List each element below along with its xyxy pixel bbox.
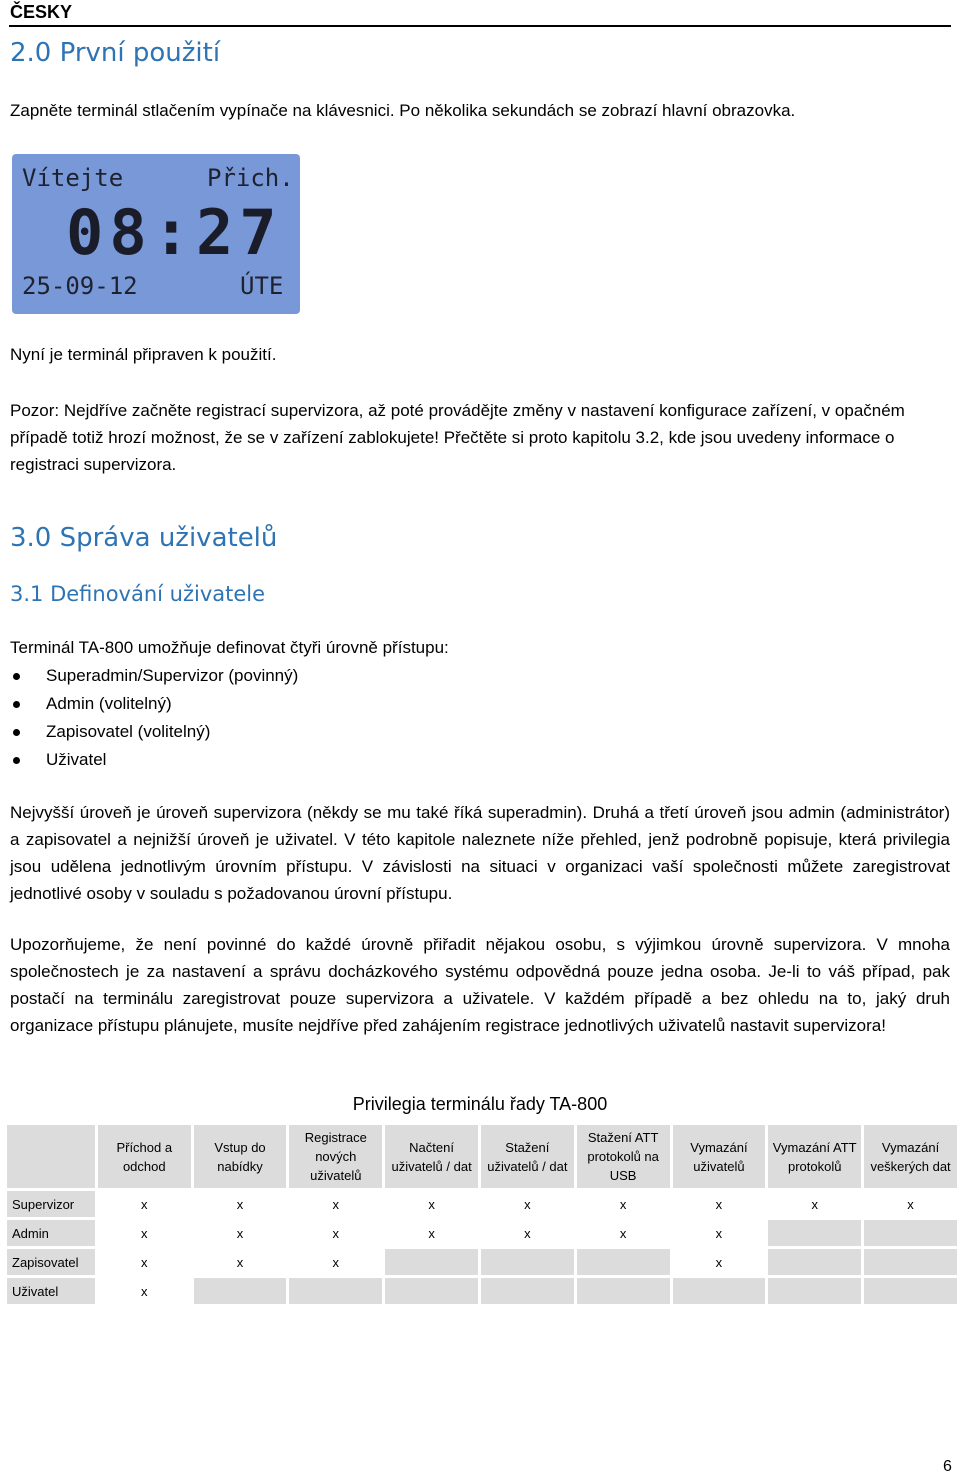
table-cell — [768, 1249, 861, 1275]
level-label: Zapisovatel (volitelný) — [46, 722, 211, 741]
table-cell: x — [385, 1191, 478, 1217]
table-cell — [864, 1220, 957, 1246]
bullet-icon — [13, 757, 20, 764]
list-item — [10, 746, 298, 774]
table-caption: Privilegia terminálu řady TA-800 — [352, 1094, 608, 1114]
table-row — [7, 1220, 957, 1246]
list-item — [10, 690, 298, 718]
row-label: Supervizor — [7, 1191, 95, 1217]
column-header: Stažení ATT protokolů na USB — [577, 1125, 670, 1188]
ready-paragraph: Nyní je terminál připraven k použití. — [10, 345, 277, 364]
table-cell: x — [289, 1191, 382, 1217]
table-cell — [194, 1278, 287, 1304]
table-cell — [577, 1249, 670, 1275]
levels-paragraph: Nejvyšší úroveň je úroveň supervizora (někdy se mu také říká superadmin). Druhá a třetí úroveň jsou admin (administrátor) a zapisovatel a nejnižší úroveň je uživatel. V této kapitole naleznete níže přehled, jenž podrobně popisuje, která privilegia jsou udělena jednotlivým úrovním přístupu. V závislosti na situaci v organizaci vaší společnosti můžete zaregistrovat jednotlivé osoby v souladu s požadovanou úrovní přístupu. — [10, 803, 950, 903]
subsection-title-define-user: 3.1 Definování uživatele — [10, 582, 266, 606]
table-cell — [385, 1278, 478, 1304]
table-cell: x — [98, 1220, 191, 1246]
bullet-icon — [13, 673, 20, 680]
table-cell — [385, 1249, 478, 1275]
section-title-users: 3.0 Správa uživatelů — [10, 523, 278, 553]
column-header: Vymazání uživatelů — [673, 1125, 766, 1188]
table-corner — [7, 1125, 95, 1188]
table-cell: x — [194, 1249, 287, 1275]
table-cell — [577, 1278, 670, 1304]
table-row — [7, 1249, 957, 1275]
table-cell — [481, 1278, 574, 1304]
language-label: ČESKY — [10, 2, 73, 22]
page-number: 6 — [943, 1458, 952, 1475]
column-header: Vymazání ATT protokolů — [768, 1125, 861, 1188]
levels-list — [10, 662, 298, 774]
warning-paragraph: Pozor: Nejdříve začněte registrací supervizora, až poté provádějte změny v nastavení konfigurace zařízení, v opačném případě totiž hrozí možnost, že se v zařízení zablokujete! Přečtěte si proto kapitolu 3.2, kde jsou uvedeny informace o registraci supervizora. — [10, 401, 905, 474]
table-cell: x — [98, 1278, 191, 1304]
privileges-table — [4, 1122, 960, 1307]
table-cell: x — [385, 1220, 478, 1246]
table-header-row — [7, 1125, 957, 1188]
table-cell: x — [194, 1191, 287, 1217]
table-row — [7, 1191, 957, 1217]
screen-date: 25-09-12 — [22, 272, 138, 300]
levels-intro: Terminál TA-800 umožňuje definovat čtyři úrovně přístupu: — [10, 638, 449, 657]
table-cell: x — [481, 1220, 574, 1246]
column-header: Vstup do nabídky — [194, 1125, 287, 1188]
table-cell: x — [481, 1191, 574, 1217]
header-rule — [9, 25, 951, 27]
table-cell: x — [673, 1249, 766, 1275]
list-item — [10, 662, 298, 690]
table-cell — [673, 1278, 766, 1304]
table-cell: x — [289, 1220, 382, 1246]
table-cell: x — [768, 1191, 861, 1217]
row-label: Admin — [7, 1220, 95, 1246]
level-label: Superadmin/Supervizor (povinný) — [46, 666, 299, 685]
table-cell: x — [577, 1220, 670, 1246]
list-item — [10, 718, 298, 746]
table-cell — [289, 1278, 382, 1304]
table-cell — [768, 1278, 861, 1304]
table-cell: x — [98, 1191, 191, 1217]
level-label: Admin (volitelný) — [46, 694, 172, 713]
terminal-screen-image — [12, 154, 300, 314]
table-cell: x — [864, 1191, 957, 1217]
column-header: Načtení uživatelů / dat — [385, 1125, 478, 1188]
level-label: Uživatel — [46, 750, 107, 769]
column-header: Příchod a odchod — [98, 1125, 191, 1188]
screen-time: 08:27 — [66, 196, 283, 269]
supervisor-paragraph: Upozorňujeme, že není povinné do každé úrovně přiřadit nějakou osobu, s výjimkou úrovně supervizora. V mnoha společnostech je za nastavení a správu docházkového systému odpovědná pouze jedna osoba. Je-li to váš případ, pak postačí na terminálu zaregistrovat pouze supervizora a uživatele. V každém případě a bez ohledu na to, jaký druh organizace přístupu plánujete, musíte nejdříve před zahájením registrace jednotlivých uživatelů nastavit supervizora! — [10, 935, 950, 1035]
table-cell — [768, 1220, 861, 1246]
table-cell: x — [98, 1249, 191, 1275]
row-label: Uživatel — [7, 1278, 95, 1304]
bullet-icon — [13, 729, 20, 736]
table-cell — [481, 1249, 574, 1275]
table-cell — [864, 1278, 957, 1304]
table-cell: x — [673, 1191, 766, 1217]
column-header: Stažení uživatelů / dat — [481, 1125, 574, 1188]
column-header: Registrace nových uživatelů — [289, 1125, 382, 1188]
table-cell: x — [577, 1191, 670, 1217]
column-header: Vymazání veškerých dat — [864, 1125, 957, 1188]
section-title-first-use: 2.0 První použití — [10, 38, 221, 68]
table-cell — [864, 1249, 957, 1275]
table-row — [7, 1278, 957, 1304]
table-cell: x — [289, 1249, 382, 1275]
row-label: Zapisovatel — [7, 1249, 95, 1275]
screen-mode: Přich. — [207, 164, 294, 192]
table-cell: x — [673, 1220, 766, 1246]
table-cell: x — [194, 1220, 287, 1246]
bullet-icon — [13, 701, 20, 708]
screen-day: ÚTE — [240, 272, 284, 300]
intro-paragraph: Zapněte terminál stlačením vypínače na klávesnici. Po několika sekundách se zobrazí hlavní obrazovka. — [10, 101, 796, 120]
screen-welcome: Vítejte — [22, 164, 124, 192]
